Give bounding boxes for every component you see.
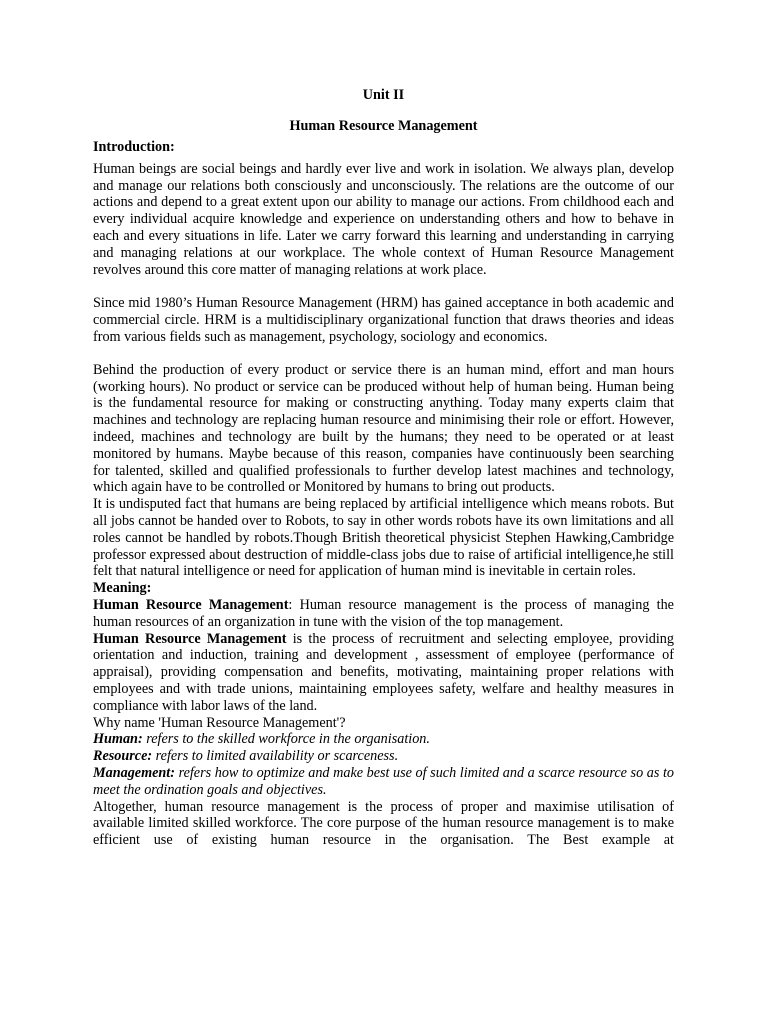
resource-definition — [93, 748, 674, 765]
resource-term: Resource: — [93, 748, 153, 765]
definition-one-term: Human Resource Management — [93, 597, 289, 614]
definition-two — [93, 631, 674, 715]
document-page — [93, 87, 674, 849]
introduction-heading: Introduction: — [93, 139, 175, 156]
management-text: refers how to optimize and make best use of such limited and a scarce resource so as to meet the ordination goals and objectives. — [93, 764, 674, 798]
human-text: refers to the skilled workforce in the organisation. — [142, 731, 430, 748]
meaning-heading: Meaning: — [93, 580, 152, 597]
resource-text: refers to limited availability or scarceness. — [152, 748, 399, 765]
introduction-paragraph: Human beings are social beings and hardly ever live and work in isolation. We always plan, develop and manage our relations both consciously and unconsciously. The relations are the outcome of our actions and depend to a great extent upon our ability to manage our actions. From childhood each and every individual acquire knowledge and experience on understanding others and how to behave in each and every situations in life. Later we carry forward this learning and understanding in carrying and managing relations at our workplace. The whole context of Human Resource Management revolves around this core matter of managing relations at work place. — [93, 160, 674, 278]
production-paragraph: Behind the production of every product or service there is an human mind, effort and man hours (working hours). No product or service can be produced without help of human being. Human being is the fundamental resource for making or constructing anything. Today many experts claim that machines and technology are replacing human resource and minimising their role or effort. However, indeed, machines and technology are built by the humans; they need to be operated or at least monitored by humans. Maybe because of this reason, companies have continuously been searching for talented, skilled and qualified professionals to further develop latest machines and technology, which again have to be controlled or Monitored by humans to bring out products. — [93, 361, 674, 496]
unit-heading: Unit II — [362, 87, 405, 103]
altogether-paragraph: Altogether, human resource management is the process of proper and maximise utilisation of available limited skilled workforce. The core purpose of the human resource management is to make efficient use of existing human resource in the organisation. The Best example at — [93, 798, 674, 849]
document-title: Human Resource Management — [289, 118, 478, 135]
human-definition — [93, 731, 674, 748]
human-term: Human: — [93, 731, 143, 748]
hrm-paragraph: Since mid 1980’s Human Resource Management (HRM) has gained acceptance in both academic and commercial circle. HRM is a multidisciplinary organizational function that draws theories and ideas from various fields such as management, psychology, sociology and economics. — [93, 294, 674, 345]
definition-two-text: is the process of recruitment and selecting employee, providing orientation and induction, training and development , assessment of employee (performance of appraisal), providing compensation and benefits, motivating, maintaining proper relations with employees and with trade unions, maintaining employees safety, welfare and healthy measures in compliance with labor laws of the land. — [93, 630, 674, 714]
management-definition — [93, 765, 674, 799]
why-name-line: Why name 'Human Resource Management'? — [93, 714, 346, 731]
definition-two-term: Human Resource Management — [93, 630, 287, 647]
definition-one-text: : Human resource management is the process of managing the human resources of an organization in tune with the vision of the top management. — [93, 597, 674, 630]
definition-one — [93, 597, 674, 631]
management-term: Management: — [93, 764, 175, 781]
ai-paragraph: It is undisputed fact that humans are being replaced by artificial intelligence which means robots. But all jobs cannot be handed over to Robots, to say in other words robots have its own limitations and all roles cannot be handled by robots.Though British theoretical physicist Stephen Hawking,Cambridge professor expressed about destruction of middle-class jobs due to raise of artificial intelligence,he still felt that natural intelligence or need for application of human mind is inevitable in certain roles. — [93, 496, 674, 580]
